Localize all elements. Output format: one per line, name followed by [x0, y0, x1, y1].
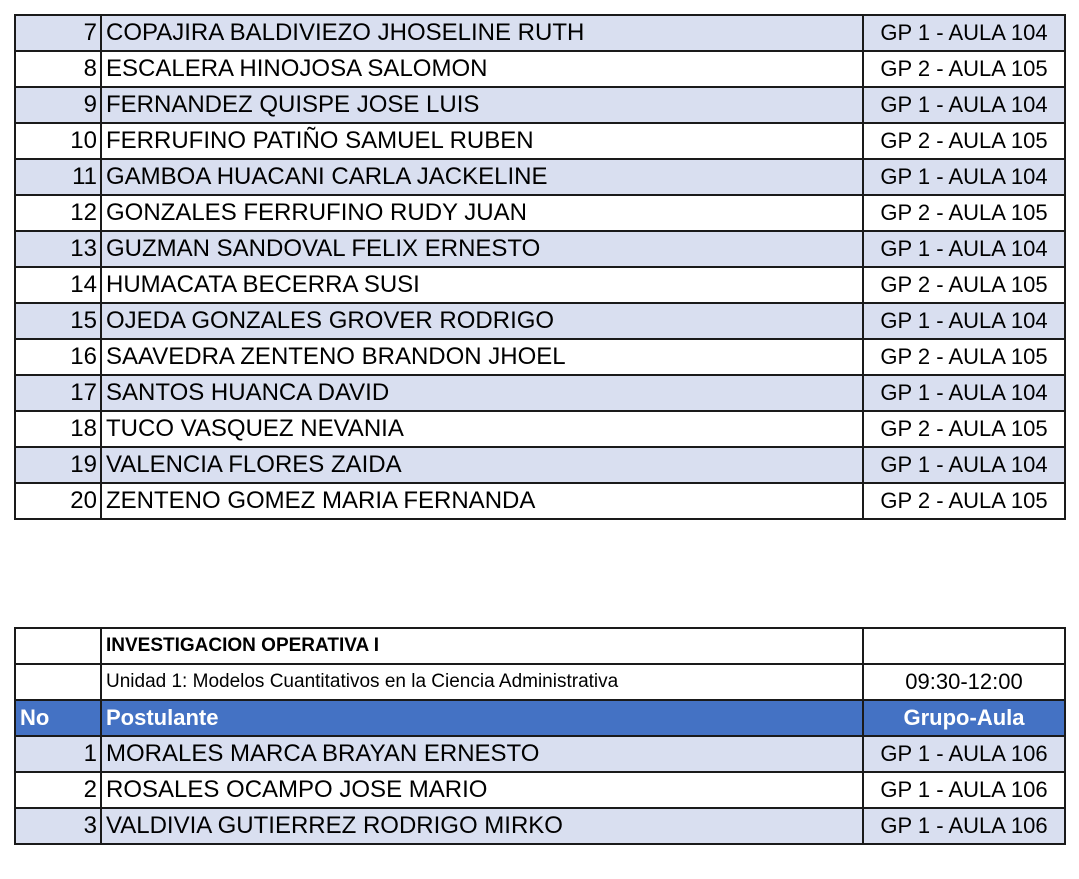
- table-header-row: [15, 700, 1065, 736]
- group-classroom: GP 2 - AULA 105: [863, 411, 1065, 447]
- course-time: 09:30-12:00: [863, 664, 1065, 700]
- table-row: [15, 375, 1065, 411]
- row-number: 2: [15, 772, 101, 808]
- candidate-name: ZENTENO GOMEZ MARIA FERNANDA: [101, 483, 863, 519]
- candidate-name: ESCALERA HINOJOSA SALOMON: [101, 51, 863, 87]
- row-number: 12: [15, 195, 101, 231]
- table-row: [15, 411, 1065, 447]
- course-unit: Unidad 1: Modelos Cuantitativos en la Ciencia Administrativa: [101, 664, 863, 700]
- table-row: [15, 808, 1065, 844]
- row-number: 13: [15, 231, 101, 267]
- row-number: 18: [15, 411, 101, 447]
- course-title-row: [15, 628, 1065, 664]
- row-number: 1: [15, 736, 101, 772]
- empty-cell: [15, 628, 101, 664]
- course-title: INVESTIGACION OPERATIVA I: [101, 628, 863, 664]
- course-table-body: [15, 628, 1065, 844]
- group-classroom: GP 1 - AULA 104: [863, 231, 1065, 267]
- group-classroom: GP 2 - AULA 105: [863, 51, 1065, 87]
- group-classroom: GP 1 - AULA 104: [863, 87, 1065, 123]
- candidate-name: FERNANDEZ QUISPE JOSE LUIS: [101, 87, 863, 123]
- header-grupo-aula: Grupo-Aula: [863, 700, 1065, 736]
- empty-cell: [863, 628, 1065, 664]
- header-postulante: Postulante: [101, 700, 863, 736]
- candidate-name: GUZMAN SANDOVAL FELIX ERNESTO: [101, 231, 863, 267]
- course-unit-row: [15, 664, 1065, 700]
- group-classroom: GP 2 - AULA 105: [863, 339, 1065, 375]
- header-no: No: [15, 700, 101, 736]
- row-number: 17: [15, 375, 101, 411]
- table-row: [15, 772, 1065, 808]
- table-row: [15, 267, 1065, 303]
- table-row: [15, 51, 1065, 87]
- group-classroom: GP 2 - AULA 105: [863, 123, 1065, 159]
- group-classroom: GP 1 - AULA 106: [863, 736, 1065, 772]
- row-number: 3: [15, 808, 101, 844]
- candidate-name: GAMBOA HUACANI CARLA JACKELINE: [101, 159, 863, 195]
- row-number: 10: [15, 123, 101, 159]
- group-classroom: GP 1 - AULA 104: [863, 375, 1065, 411]
- table-row: [15, 123, 1065, 159]
- row-number: 20: [15, 483, 101, 519]
- group-classroom: GP 2 - AULA 105: [863, 195, 1065, 231]
- empty-cell: [15, 664, 101, 700]
- candidate-name: SAAVEDRA ZENTENO BRANDON JHOEL: [101, 339, 863, 375]
- table-row: [15, 303, 1065, 339]
- table-row: [15, 483, 1065, 519]
- table-row: [15, 159, 1065, 195]
- candidate-name: VALDIVIA GUTIERREZ RODRIGO MIRKO: [101, 808, 863, 844]
- table-row: [15, 447, 1065, 483]
- candidate-table-continued: [14, 14, 1066, 520]
- group-classroom: GP 1 - AULA 104: [863, 159, 1065, 195]
- group-classroom: GP 1 - AULA 106: [863, 808, 1065, 844]
- candidate-name: HUMACATA BECERRA SUSI: [101, 267, 863, 303]
- table-row: [15, 15, 1065, 51]
- candidate-table-body: [15, 15, 1065, 519]
- group-classroom: GP 1 - AULA 104: [863, 303, 1065, 339]
- table-row: [15, 339, 1065, 375]
- row-number: 19: [15, 447, 101, 483]
- candidate-name: COPAJIRA BALDIVIEZO JHOSELINE RUTH: [101, 15, 863, 51]
- row-number: 11: [15, 159, 101, 195]
- table-row: [15, 736, 1065, 772]
- candidate-name: FERRUFINO PATIÑO SAMUEL RUBEN: [101, 123, 863, 159]
- group-classroom: GP 2 - AULA 105: [863, 483, 1065, 519]
- group-classroom: GP 1 - AULA 104: [863, 15, 1065, 51]
- candidate-name: OJEDA GONZALES GROVER RODRIGO: [101, 303, 863, 339]
- candidate-name: ROSALES OCAMPO JOSE MARIO: [101, 772, 863, 808]
- row-number: 7: [15, 15, 101, 51]
- candidate-name: TUCO VASQUEZ NEVANIA: [101, 411, 863, 447]
- candidate-name: VALENCIA FLORES ZAIDA: [101, 447, 863, 483]
- row-number: 14: [15, 267, 101, 303]
- row-number: 16: [15, 339, 101, 375]
- group-classroom: GP 2 - AULA 105: [863, 267, 1065, 303]
- candidate-name: MORALES MARCA BRAYAN ERNESTO: [101, 736, 863, 772]
- table-row: [15, 195, 1065, 231]
- row-number: 9: [15, 87, 101, 123]
- table-row: [15, 87, 1065, 123]
- candidate-name: SANTOS HUANCA DAVID: [101, 375, 863, 411]
- row-number: 8: [15, 51, 101, 87]
- group-classroom: GP 1 - AULA 104: [863, 447, 1065, 483]
- table-row: [15, 231, 1065, 267]
- candidate-name: GONZALES FERRUFINO RUDY JUAN: [101, 195, 863, 231]
- row-number: 15: [15, 303, 101, 339]
- course-table-investigacion-operativa: [14, 627, 1066, 845]
- group-classroom: GP 1 - AULA 106: [863, 772, 1065, 808]
